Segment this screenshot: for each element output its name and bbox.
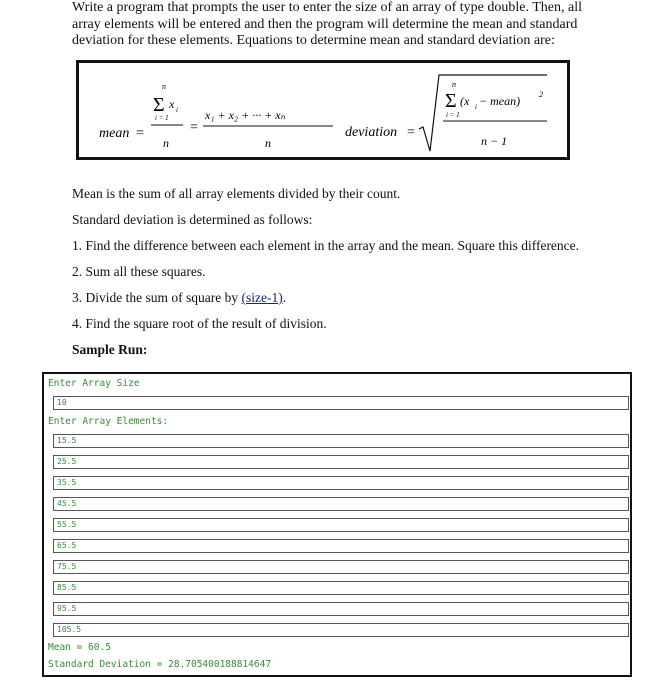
squared-superscript: 2 xyxy=(539,90,543,99)
prompt-array-size: Enter Array Size xyxy=(48,378,140,389)
element-value-3: 35.5 xyxy=(57,478,77,487)
dev-denominator: n − 1 xyxy=(481,134,508,148)
element-input-4[interactable] xyxy=(53,497,629,511)
intro-paragraph xyxy=(72,0,592,50)
element-input-8[interactable] xyxy=(53,581,629,595)
element-value-5: 55.5 xyxy=(57,520,77,529)
sigma-upper-n: n xyxy=(162,82,166,91)
element-input-6[interactable] xyxy=(53,539,629,553)
dev-numerator-x: (x xyxy=(460,94,470,108)
mean-description: Mean is the sum of all array elements divided by their count. xyxy=(72,186,401,201)
size-minus-one-link[interactable]: (size-1) xyxy=(241,290,283,305)
element-input-1[interactable] xyxy=(53,434,629,448)
console-output xyxy=(42,372,632,677)
sum-expression: x₁ + x₂ + ··· + xₙ xyxy=(205,108,286,122)
step-3 xyxy=(72,290,286,306)
step-3-prefix: 3. Divide the sum of square by xyxy=(72,290,242,305)
intro-line-3: deviation for these elements. Equations to determine mean and standard deviation are: xyxy=(72,33,555,48)
sigma-1: Σ xyxy=(153,94,165,116)
element-value-4: 45.5 xyxy=(57,499,77,508)
element-value-2: 25.5 xyxy=(57,457,77,466)
intro-line-1: Write a program that prompts the user to enter the size of an array of type double. Then, all xyxy=(72,0,583,15)
denominator-n-1: n xyxy=(163,136,169,150)
formula-box xyxy=(76,60,570,160)
equals-2: = xyxy=(190,120,198,135)
std-intro: Standard deviation is determined as follows: xyxy=(72,212,313,227)
step-2: 2. Sum all these squares. xyxy=(72,264,206,279)
equals-1: = xyxy=(136,126,144,141)
element-input-10[interactable] xyxy=(53,623,629,637)
step-1: 1. Find the difference between each element in the array and the mean. Square this difference. xyxy=(72,238,580,253)
mean-output: Mean = 60.5 xyxy=(48,642,111,653)
intro-line-2: array elements will be entered and then the program will determine the mean and standard xyxy=(72,16,578,32)
element-input-3[interactable] xyxy=(53,476,629,490)
deviation-label: deviation xyxy=(345,125,398,140)
dev-numerator-sub: i xyxy=(475,103,477,111)
sample-run-heading: Sample Run: xyxy=(72,342,148,357)
element-value-8: 85.5 xyxy=(57,583,77,592)
std-deviation-output: Standard Deviation = 28.7054001888146​47 xyxy=(48,659,272,670)
equals-3: = xyxy=(407,125,415,140)
element-value-6: 65.5 xyxy=(57,541,77,550)
mean-label: mean xyxy=(99,126,130,141)
prompt-array-elements: Enter Array Elements: xyxy=(48,416,169,427)
element-value-7: 75.5 xyxy=(57,562,77,571)
step-3-suffix: . xyxy=(282,290,287,305)
dev-sigma-upper-n: n xyxy=(452,80,456,89)
dev-numerator-tail: − mean) xyxy=(479,94,521,108)
sigma-x: x xyxy=(169,97,175,111)
element-input-5[interactable] xyxy=(53,518,629,532)
sigma-lower: i = 1 xyxy=(155,114,169,122)
denominator-n-2: n xyxy=(265,136,271,150)
dev-sigma-lower: i = 1 xyxy=(446,111,460,119)
element-input-9[interactable] xyxy=(53,602,629,616)
element-value-9: 95.5 xyxy=(57,604,77,613)
array-size-input[interactable] xyxy=(53,396,629,410)
formula-graphic xyxy=(79,63,573,163)
element-input-2[interactable] xyxy=(53,455,629,469)
sigma-x-sub: i xyxy=(176,106,178,114)
step-4: 4. Find the square root of the result of division. xyxy=(72,316,327,331)
element-input-7[interactable] xyxy=(53,560,629,574)
array-size-value: 10 xyxy=(57,398,67,407)
sigma-2: Σ xyxy=(445,90,457,112)
element-value-10: 105.5 xyxy=(57,625,82,634)
element-value-1: 15.5 xyxy=(57,436,77,445)
